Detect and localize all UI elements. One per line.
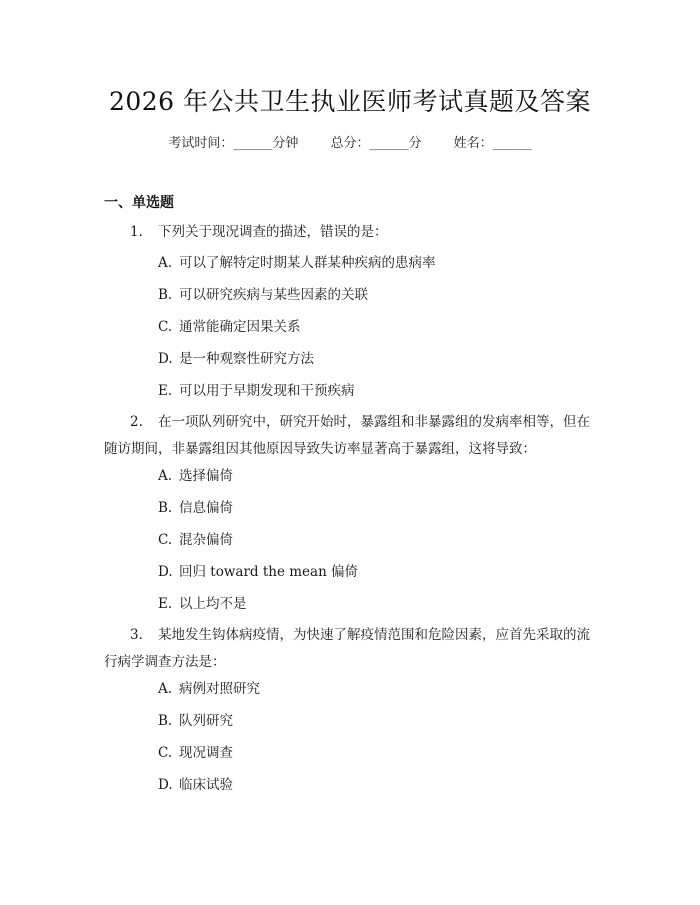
option-label: A. xyxy=(158,468,173,484)
question-3-option-a xyxy=(158,679,260,699)
option-label: B. xyxy=(158,500,173,516)
option-text: 可以研究疾病与某些因素的关联 xyxy=(179,287,368,303)
question-1-option-c xyxy=(158,317,301,337)
option-label: E. xyxy=(158,383,173,399)
question-text: 下列关于现况调查的描述，错误的是： xyxy=(158,224,388,240)
question-2-stem xyxy=(104,409,600,463)
option-text: 是一种观察性研究方法 xyxy=(179,351,314,367)
option-label: D. xyxy=(158,777,173,793)
question-text: 某地发生钩体病疫情，为快速了解疫情范围和危险因素，应首先采取的流行病学调查方法是： xyxy=(104,627,590,670)
option-text: 现况调查 xyxy=(179,745,233,761)
question-2-option-e xyxy=(158,594,247,614)
option-text: 以上均不是 xyxy=(179,596,247,612)
option-label: E. xyxy=(158,596,173,612)
option-text: 队列研究 xyxy=(179,713,233,729)
question-3-option-d xyxy=(158,775,233,795)
question-3-option-c xyxy=(158,743,233,763)
exam-meta xyxy=(0,132,700,151)
option-label: B. xyxy=(158,287,173,303)
option-label: B. xyxy=(158,713,173,729)
question-1-option-e xyxy=(158,381,355,401)
option-label: C. xyxy=(158,319,173,335)
question-text: 在一项队列研究中，研究开始时，暴露组和非暴露组的发病率相等，但在随访期间，非暴露组因其他原因导致失访率显著高于暴露组，这将导致： xyxy=(104,414,590,457)
option-text: 通常能确定因果关系 xyxy=(179,319,301,335)
name-field: 姓名：______ xyxy=(453,136,532,151)
option-label: D. xyxy=(158,351,173,367)
option-label: A. xyxy=(158,681,173,697)
option-text: 信息偏倚 xyxy=(179,500,233,516)
question-3-stem xyxy=(104,622,600,676)
question-2-option-d xyxy=(158,562,358,582)
question-3-option-b xyxy=(158,711,233,731)
question-1-option-d xyxy=(158,349,314,369)
question-2-option-b xyxy=(158,498,233,518)
option-text: 可以了解特定时期某人群某种疾病的患病率 xyxy=(179,255,436,271)
document-title: 2026 年公共卫生执业医师考试真题及答案 xyxy=(108,87,592,116)
exam-time-field: 考试时间：______分钟 xyxy=(168,136,299,151)
option-label: A. xyxy=(158,255,173,271)
option-text: 选择偏倚 xyxy=(179,468,233,484)
section-title: 一、单选题 xyxy=(104,195,174,211)
question-number: 1. xyxy=(130,224,143,240)
question-1-option-b xyxy=(158,285,368,305)
option-label: C. xyxy=(158,745,173,761)
question-1-option-a xyxy=(158,253,436,273)
question-2-option-a xyxy=(158,466,233,486)
option-text: 可以用于早期发现和干预疾病 xyxy=(179,383,355,399)
question-2-option-c xyxy=(158,530,233,550)
total-score-field: 总分：______分 xyxy=(330,136,422,151)
question-number: 3. xyxy=(130,627,143,643)
option-text: 回归 toward the mean 偏倚 xyxy=(179,564,359,580)
option-text: 病例对照研究 xyxy=(179,681,260,697)
option-label: D. xyxy=(158,564,173,580)
option-text: 临床试验 xyxy=(179,777,233,793)
question-1-stem xyxy=(104,219,600,246)
question-number: 2. xyxy=(130,414,143,430)
option-text: 混杂偏倚 xyxy=(179,532,233,548)
option-label: C. xyxy=(158,532,173,548)
